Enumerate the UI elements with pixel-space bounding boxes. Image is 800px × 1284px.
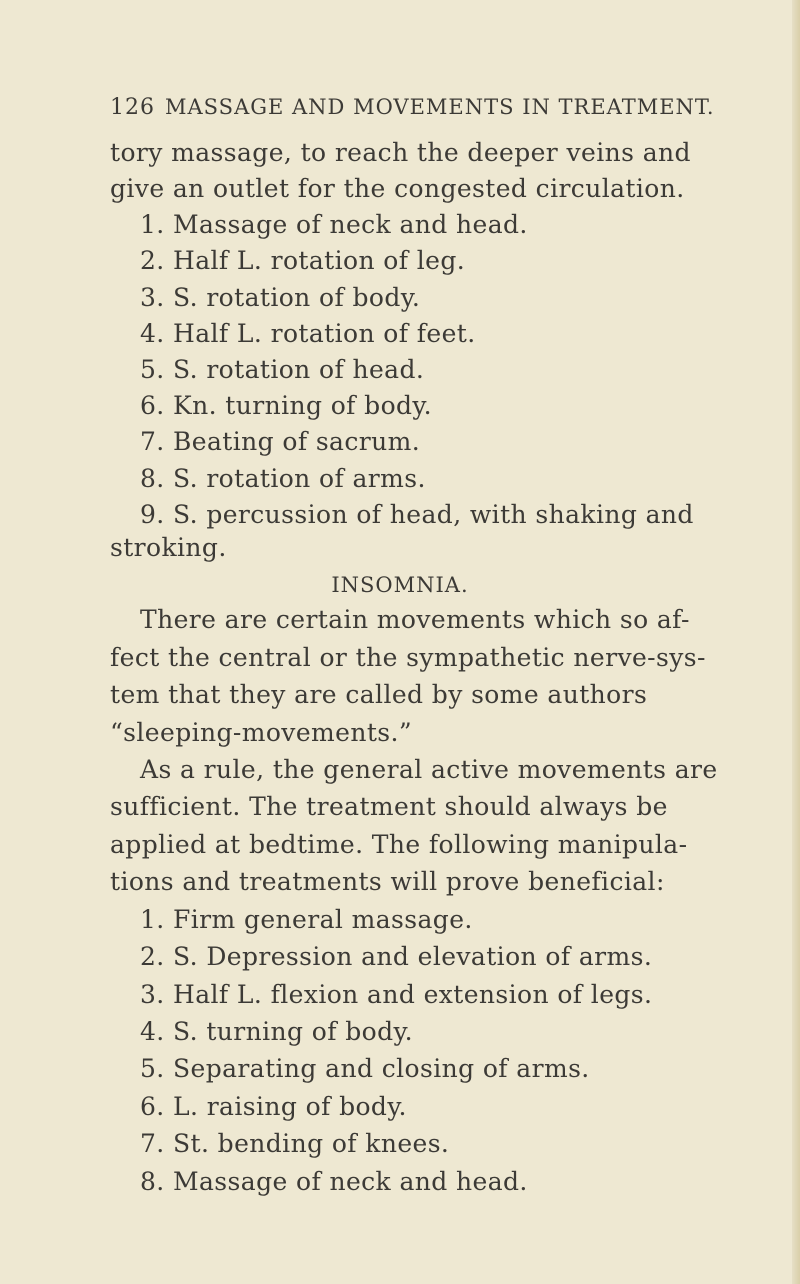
- list-item: 5. Separating and closing of arms.: [140, 1054, 590, 1083]
- paragraph-line: fect the central or the sympathetic nerve-sys-: [110, 643, 706, 672]
- text-line: tory massage, to reach the deeper veins and: [110, 138, 691, 167]
- running-head: [110, 92, 715, 123]
- list-item: 2. Half L. rotation of leg.: [140, 246, 466, 275]
- text-line: give an outlet for the congested circulation.: [110, 174, 685, 203]
- paragraph-line: There are certain movements which so af-: [140, 605, 690, 634]
- list-item: 6. Kn. turning of body.: [140, 391, 432, 420]
- list-item: 1. Firm general massage.: [140, 905, 473, 934]
- paragraph-line: tions and treatments will prove beneficial:: [110, 867, 665, 896]
- list-item: 2. S. Depression and elevation of arms.: [140, 942, 653, 971]
- running-title: MASSAGE AND MOVEMENTS IN TREATMENT.: [165, 95, 715, 119]
- list-item: 8. S. rotation of arms.: [140, 464, 426, 493]
- paragraph-line: applied at bedtime. The following manipula-: [110, 830, 688, 859]
- list-item: 3. Half L. flexion and extension of legs.: [140, 980, 653, 1009]
- list-item: 9. S. percussion of head, with shaking and: [140, 500, 694, 529]
- list-item: 8. Massage of neck and head.: [140, 1167, 528, 1196]
- paragraph-line: tem that they are called by some authors: [110, 680, 648, 709]
- paragraph-line: As a rule, the general active movements are: [140, 755, 718, 784]
- list-item: 4. S. turning of body.: [140, 1017, 414, 1046]
- page-number: 126: [110, 95, 155, 120]
- paragraph-line: sufficient. The treatment should always be: [110, 792, 668, 821]
- list-item: 1. Massage of neck and head.: [140, 210, 528, 239]
- list-item: 6. L. raising of body.: [140, 1092, 407, 1121]
- list-item: 4. Half L. rotation of feet.: [140, 319, 476, 348]
- list-item: 3. S. rotation of body.: [140, 283, 421, 312]
- section-heading: INSOMNIA.: [331, 573, 469, 597]
- list-item: 7. St. bending of knees.: [140, 1129, 450, 1158]
- page-edge: [792, 0, 800, 1284]
- text-line: stroking.: [110, 533, 227, 562]
- list-item: 7. Beating of sacrum.: [140, 427, 421, 456]
- paragraph-line: “sleeping-movements.”: [110, 718, 413, 747]
- list-item: 5. S. rotation of head.: [140, 355, 425, 384]
